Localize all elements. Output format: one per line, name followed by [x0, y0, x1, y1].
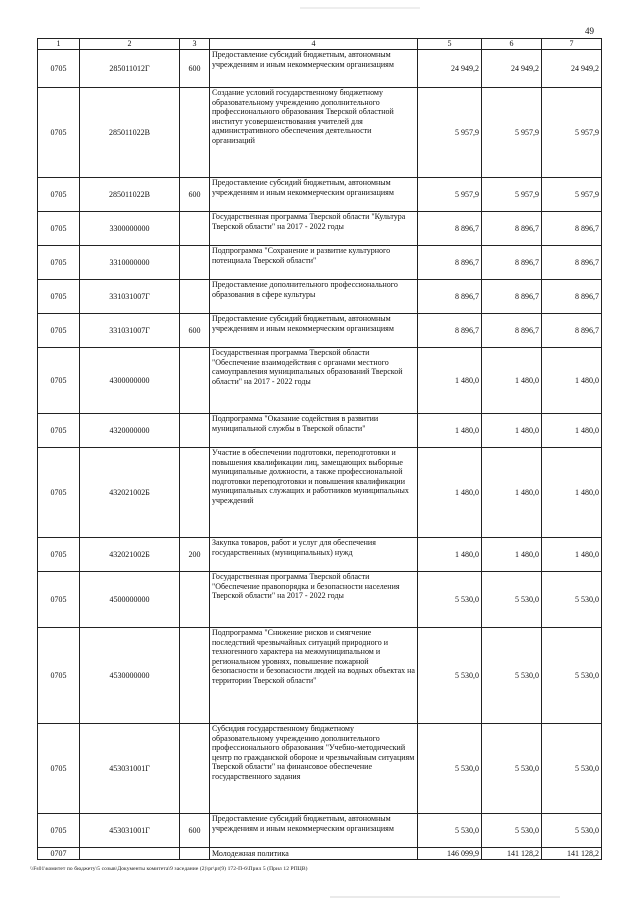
file-path-footer: \\Fs01\комитет по бюджету\5 созыв\Документы комитета\9 заседание (2)\pr\pr(9) 172-П-6\Прил 5 (Прил 12 РПЦВ) [30, 866, 308, 872]
cell-value-2019: 1 480,0 [418, 348, 482, 414]
table-row [38, 88, 602, 178]
cell-value-2021: 5 957,9 [542, 88, 602, 178]
cell-name: Закупка товаров, работ и услуг для обеспечения государственных (муниципальных) нужд [210, 538, 418, 572]
cell-value-2019: 8 896,7 [418, 246, 482, 280]
cell-value-2021: 8 896,7 [542, 280, 602, 314]
cell-razdel: 0705 [38, 414, 80, 448]
cell-value-2021: 8 896,7 [542, 246, 602, 280]
header-col-2: 2 [80, 39, 180, 50]
budget-table [37, 38, 602, 860]
cell-razdel: 0705 [38, 572, 80, 628]
table-row [38, 572, 602, 628]
cell-value-2019: 5 530,0 [418, 724, 482, 814]
cell-value-2020: 5 957,9 [482, 178, 542, 212]
cell-razdel: 0705 [38, 448, 80, 538]
cell-razdel: 0705 [38, 88, 80, 178]
cell-expense-type [180, 348, 210, 414]
cell-value-2019: 5 957,9 [418, 88, 482, 178]
cell-razdel: 0707 [38, 848, 80, 860]
cell-value-2021: 1 480,0 [542, 348, 602, 414]
cell-expense-type: 200 [180, 538, 210, 572]
cell-target-code: 3310000000 [80, 246, 180, 280]
cell-name: Предоставление дополнительного профессионального образования в сфере культуры [210, 280, 418, 314]
cell-value-2020: 5 530,0 [482, 572, 542, 628]
cell-razdel: 0705 [38, 814, 80, 848]
cell-value-2019: 8 896,7 [418, 280, 482, 314]
cell-value-2021: 141 128,2 [542, 848, 602, 860]
cell-value-2021: 24 949,2 [542, 50, 602, 88]
cell-value-2021: 1 480,0 [542, 414, 602, 448]
cell-value-2020: 1 480,0 [482, 538, 542, 572]
table-row [38, 246, 602, 280]
cell-value-2019: 146 099,9 [418, 848, 482, 860]
cell-value-2020: 1 480,0 [482, 448, 542, 538]
cell-value-2020: 24 949,2 [482, 50, 542, 88]
cell-name: Субсидия государственному бюджетному образовательному учреждению дополнительного профессионального образования "Учебно-методический центр по гражданской обороне и чрезвычайным ситуациям Тверской области" на финансовое обеспечение государственного задания [210, 724, 418, 814]
cell-value-2020: 141 128,2 [482, 848, 542, 860]
cell-value-2020: 8 896,7 [482, 280, 542, 314]
cell-value-2021: 8 896,7 [542, 314, 602, 348]
cell-value-2019: 1 480,0 [418, 538, 482, 572]
cell-value-2021: 5 530,0 [542, 814, 602, 848]
cell-value-2019: 8 896,7 [418, 212, 482, 246]
table-row [38, 280, 602, 314]
cell-value-2019: 1 480,0 [418, 448, 482, 538]
cell-razdel: 0705 [38, 314, 80, 348]
page-number: 49 [585, 26, 594, 36]
cell-target-code: 331031007Г [80, 314, 180, 348]
cell-value-2020: 5 957,9 [482, 88, 542, 178]
cell-expense-type: 600 [180, 314, 210, 348]
cell-razdel: 0705 [38, 178, 80, 212]
cell-value-2019: 5 530,0 [418, 572, 482, 628]
table-row [38, 628, 602, 724]
cell-target-code: 4530000000 [80, 628, 180, 724]
cell-razdel: 0705 [38, 280, 80, 314]
cell-expense-type [180, 848, 210, 860]
cell-expense-type [180, 246, 210, 280]
table-row [38, 538, 602, 572]
cell-expense-type: 600 [180, 178, 210, 212]
cell-razdel: 0705 [38, 212, 80, 246]
cell-value-2021: 8 896,7 [542, 212, 602, 246]
table-row [38, 50, 602, 88]
cell-razdel: 0705 [38, 724, 80, 814]
cell-value-2020: 5 530,0 [482, 814, 542, 848]
cell-name: Подпрограмма "Снижение рисков и смягчение последствий чрезвычайных ситуаций природного и техногенного характера на межмуниципальном и региональном уровнях, повышение пожарной безопасности и безопасности людей на водных объектах на территории Тверской области" [210, 628, 418, 724]
cell-value-2020: 1 480,0 [482, 348, 542, 414]
table-row [38, 314, 602, 348]
cell-name: Предоставление субсидий бюджетным, автономным учреждениям и иным некоммерческим организациям [210, 814, 418, 848]
cell-target-code: 3300000000 [80, 212, 180, 246]
table-row [38, 348, 602, 414]
cell-value-2019: 5 530,0 [418, 628, 482, 724]
cell-target-code: 285011022В [80, 178, 180, 212]
cell-expense-type [180, 212, 210, 246]
cell-value-2020: 5 530,0 [482, 724, 542, 814]
cell-target-code [80, 848, 180, 860]
cell-razdel: 0705 [38, 246, 80, 280]
cell-razdel: 0705 [38, 538, 80, 572]
cell-name: Государственная программа Тверской области "Обеспечение правопорядка и безопасности населения Тверской области" на 2017 - 2022 годы [210, 572, 418, 628]
header-col-4: 4 [210, 39, 418, 50]
cell-expense-type: 600 [180, 814, 210, 848]
table-row [38, 414, 602, 448]
table-row [38, 448, 602, 538]
cell-value-2019: 5 530,0 [418, 814, 482, 848]
cell-value-2020: 8 896,7 [482, 314, 542, 348]
cell-value-2021: 5 957,9 [542, 178, 602, 212]
cell-expense-type [180, 414, 210, 448]
cell-name: Государственная программа Тверской области "Обеспечение взаимодействия с органами местного самоуправления муниципальных образований Тверской области" на 2017 - 2022 годы [210, 348, 418, 414]
cell-name: Предоставление субсидий бюджетным, автономным учреждениям и иным некоммерческим организациям [210, 50, 418, 88]
cell-name: Создание условий государственному бюджетному образовательному учреждению дополнительного профессионального образования Тверской областной институт усовершенствования учителей для административного обеспечения деятельности организаций [210, 88, 418, 178]
cell-expense-type [180, 280, 210, 314]
table-row [38, 178, 602, 212]
cell-expense-type: 600 [180, 50, 210, 88]
cell-name: Молодежная политика [210, 848, 418, 860]
cell-value-2021: 5 530,0 [542, 628, 602, 724]
header-col-1: 1 [38, 39, 80, 50]
cell-value-2021: 1 480,0 [542, 538, 602, 572]
cell-value-2019: 8 896,7 [418, 314, 482, 348]
cell-expense-type [180, 724, 210, 814]
cell-value-2021: 5 530,0 [542, 724, 602, 814]
cell-razdel: 0705 [38, 348, 80, 414]
cell-target-code: 331031007Г [80, 280, 180, 314]
cell-value-2021: 5 530,0 [542, 572, 602, 628]
header-col-5: 5 [418, 39, 482, 50]
cell-expense-type [180, 88, 210, 178]
cell-value-2021: 1 480,0 [542, 448, 602, 538]
cell-expense-type [180, 572, 210, 628]
cell-target-code: 432021002Б [80, 538, 180, 572]
header-col-3: 3 [180, 39, 210, 50]
cell-value-2019: 24 949,2 [418, 50, 482, 88]
cell-expense-type [180, 628, 210, 724]
cell-value-2020: 5 530,0 [482, 628, 542, 724]
cell-name: Государственная программа Тверской области "Культура Тверской области" на 2017 - 2022 годы [210, 212, 418, 246]
cell-target-code: 453031001Г [80, 814, 180, 848]
cell-target-code: 453031001Г [80, 724, 180, 814]
cell-value-2020: 8 896,7 [482, 246, 542, 280]
cell-name: Подпрограмма "Сохранение и развитие культурного потенциала Тверской области" [210, 246, 418, 280]
cell-razdel: 0705 [38, 628, 80, 724]
cell-name: Предоставление субсидий бюджетным, автономным учреждениям и иным некоммерческим организациям [210, 178, 418, 212]
header-col-7: 7 [542, 39, 602, 50]
table-row [38, 814, 602, 848]
table-row [38, 724, 602, 814]
cell-target-code: 432021002Б [80, 448, 180, 538]
cell-name: Предоставление субсидий бюджетным, автономным учреждениям и иным некоммерческим организациям [210, 314, 418, 348]
cell-target-code: 285011022В [80, 88, 180, 178]
table-row [38, 848, 602, 860]
cell-target-code: 4300000000 [80, 348, 180, 414]
cell-name: Подпрограмма "Оказание содействия в развитии муниципальной службы в Тверской области" [210, 414, 418, 448]
cell-name: Участие в обеспечении подготовки, переподготовки и повышения квалификации лиц, замещающих выборные муниципальные должности, а также профессиональной подготовки переподготовки и повышения квалификации муниципальных служащих и работников муниципальных учреждений [210, 448, 418, 538]
cell-value-2020: 1 480,0 [482, 414, 542, 448]
header-row [38, 39, 602, 50]
cell-target-code: 285011012Г [80, 50, 180, 88]
table-row [38, 212, 602, 246]
cell-value-2019: 1 480,0 [418, 414, 482, 448]
cell-target-code: 4320000000 [80, 414, 180, 448]
cell-expense-type [180, 448, 210, 538]
cell-value-2020: 8 896,7 [482, 212, 542, 246]
header-col-6: 6 [482, 39, 542, 50]
cell-target-code: 4500000000 [80, 572, 180, 628]
cell-value-2019: 5 957,9 [418, 178, 482, 212]
cell-razdel: 0705 [38, 50, 80, 88]
